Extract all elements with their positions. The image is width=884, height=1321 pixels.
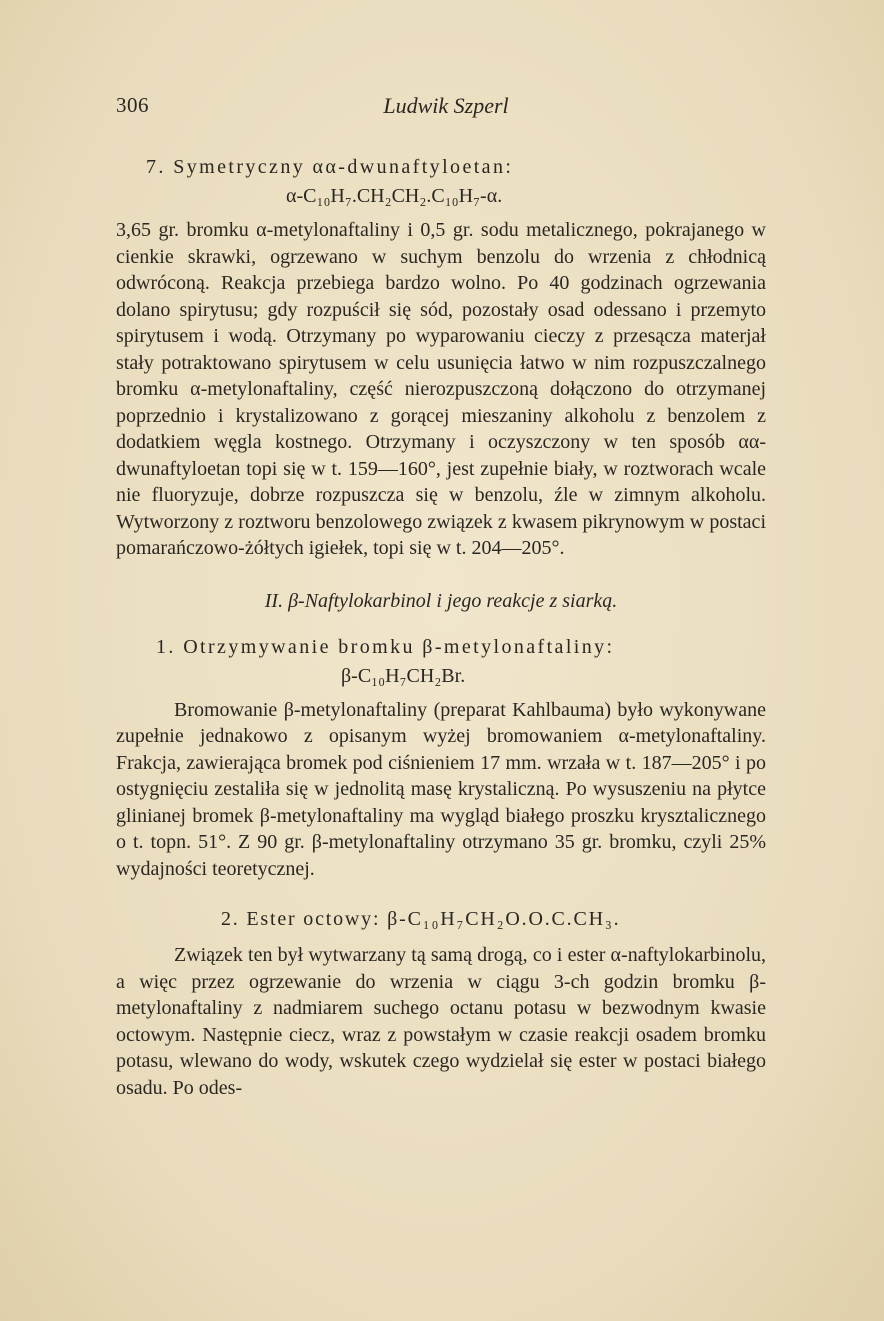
subsection-heading-bromek: 1. Otrzymywanie bromku β-metylonaftaliny: — [156, 635, 615, 658]
paragraph-bromowanie: Bromowanie β-metylonaftaliny (preparat Kahlbauma) było wykonywane zupełnie jednakowo z opisanym wyżej bromowaniem α-metylonaftaliny. Frakcja, zawierająca bromek pod ciśnieniem 17 mm. wrzała w t. 187—205° i po ostygnięciu zestaliła się w jednolitą masę krystaliczną. Po wysuszeniu na płytce glinianej bromek β-metylonaftaliny ma wygląd białego proszku krysztalicznego o t. topn. 51°. Z 90 gr. β-metylonaftaliny otrzymano 35 gr. bromku, czyli 25% wydajności teoretycznej. — [116, 698, 766, 880]
running-head: Ludwik Szperl — [383, 93, 509, 118]
page-number: 306 — [116, 93, 149, 117]
subsection-heading-dwunaftyloetan: 7. Symetryczny αα-dwunaftyloetan: — [146, 156, 514, 178]
paragraph-dwunaftyloetan: 3,65 gr. bromku α-metylonaftaliny i 0,5 gr. sodu metalicznego, pokrajanego w cienkie skrawki, ogrzewano w suchym benzolu do wrzenia z chłodnicą odwróconą. Reakcja przebiega bardzo wolno. Po 40 godzinach ogrzewania dolano spirytusu; gdy rozpuścił się sód, pozostały osad odessano i przemyto spirytusem i wodą. Otrzymany po wyparowaniu cieczy z przesącza materjał stały potraktowano spirytusem w celu usunięcia łatwo w nim rozpuszczalnego bromku α-metylonaftaliny, część nierozpuszczoną dołączono do otrzymanej poprzednio i krystalizowano z gorącej mieszaniny alkoholu z benzolem z dodatkiem węgla kostnego. Otrzymany i oczyszczony w ten sposób αα-dwunaftyloetan topi się w t. 159—160°, jest zupełnie biały, w roztworach wcale nie fluoryzuje, dobrze rozpuszcza się w benzolu, źle w zimnym alkoholu. Wytworzony z roztworu benzolowego związek z kwasem pikrynowym w postaci pomarańczowo-żółtych igiełek, topi się w t. 204—205°. — [116, 219, 766, 559]
subsection-heading-ester: 2. Ester octowy: β-C₁₀H₇CH₂O.O.C.CH₃. — [221, 908, 621, 930]
page-body — [116, 150, 766, 1101]
chemical-formula-dwunaftyloetan: α-C₁₀H₇.CH₂CH₂.C₁₀H₇-α. — [286, 185, 503, 207]
page-header — [116, 93, 766, 123]
section-title-naftylokarbinol: II. β-Naftylokarbinol i jego reakcje z siarką. — [264, 589, 618, 612]
chemical-formula-bromek: β-C₁₀H₇CH₂Br. — [341, 664, 466, 687]
paragraph-ester: Związek ten był wytwarzany tą samą drogą, co i ester α-naftylokarbinolu, a więc przez ogrzewanie do wrzenia w ciągu 3-ch godzin bromku β-metylonaftaliny z nadmiarem suchego octanu potasu w bezwodnym kwasie octowym. Następnie ciecz, wraz z powstałym w czasie reakcji osadem bromku potasu, wlewano do wody, wskutek czego wydzielał się ester w postaci białego osadu. Po odes- — [116, 944, 766, 1099]
